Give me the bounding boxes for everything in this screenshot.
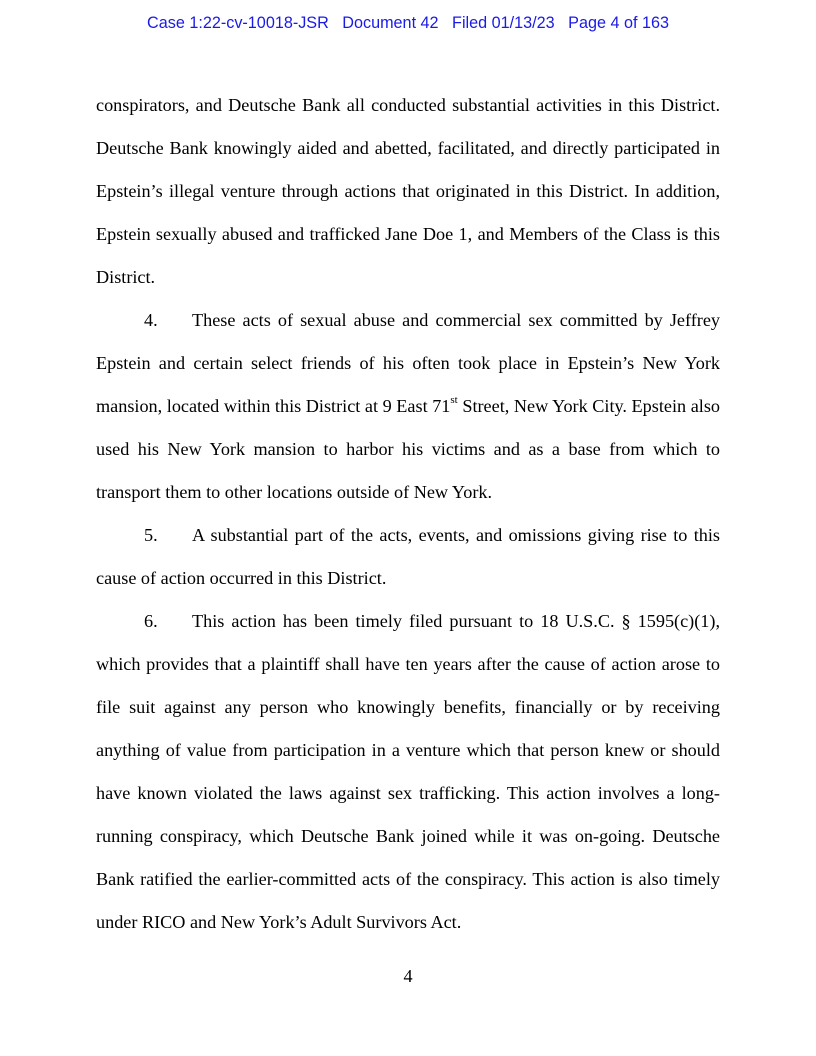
paragraph-number: 4.: [144, 310, 158, 330]
paragraph-6: [96, 600, 720, 944]
paragraph-text: A substantial part of the acts, events, and omissions giving rise to this cause of action occurred in this District.: [96, 525, 720, 588]
paragraph-text-before-superscript: These acts of sexual abuse and commercial sex committed by Jeffrey Epstein and certain select friends of his often took place in Epstein’s New York mansion, located within this District at 9 East 71: [96, 310, 720, 416]
paragraph-continued: conspirators, and Deutsche Bank all conducted substantial activities in this District. Deutsche Bank knowingly aided and abetted, facilitated, and directly participated in Epstein’s illegal venture through actions that originated in this District. In addition, Epstein sexually abused and trafficked Jane Doe 1, and Members of the Class is this District.: [96, 95, 720, 287]
paragraph-number: 6.: [144, 611, 158, 631]
paragraph-5: [96, 514, 720, 600]
paragraph-text: This action has been timely filed pursuant to 18 U.S.C. § 1595(c)(1), which provides that a plaintiff shall have ten years after the cause of action arose to file suit against any person who knowingly benefits, financially or by receiving anything of value from participation in a venture which that person knew or should have known violated the laws against sex trafficking. This action involves a long-running conspiracy, which Deutsche Bank joined while it was on-going. Deutsche Bank ratified the earlier-committed acts of the conspiracy. This action is also timely under RICO and New York’s Adult Survivors Act.: [96, 611, 720, 932]
paragraph-number: 5.: [144, 525, 158, 545]
ordinal-superscript: st: [450, 393, 458, 406]
document-body: [96, 84, 720, 944]
ecf-filing-header: Case 1:22-cv-10018-JSR Document 42 Filed 01/13/23 Page 4 of 163: [147, 14, 669, 32]
page-number: 4: [403, 966, 413, 986]
paragraph-text-after-superscript: Street, New York City. Epstein also used his New York mansion to harbor his victims and as a base from which to transport them to other locations outside of New York.: [96, 396, 720, 502]
paragraph-4: [96, 299, 720, 514]
